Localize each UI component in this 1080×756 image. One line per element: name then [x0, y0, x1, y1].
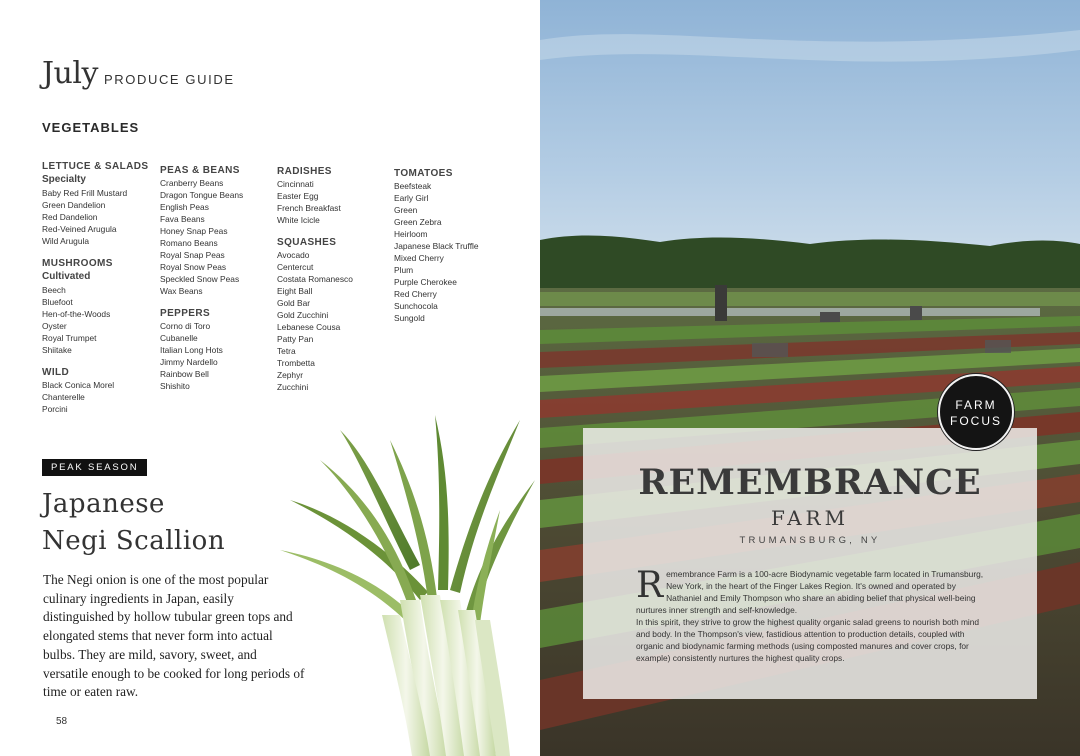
month-title: July: [42, 56, 98, 91]
produce-item: Wax Beans: [160, 286, 203, 296]
page-number: 58: [56, 716, 68, 727]
produce-item: Beech: [42, 285, 66, 295]
category-heading: PEPPERS: [160, 308, 211, 319]
produce-item: Bluefoot: [42, 297, 73, 307]
produce-item: Green Dandelion: [42, 200, 106, 210]
produce-item: English Peas: [160, 202, 209, 212]
produce-item: Mixed Cherry: [394, 253, 444, 263]
right-page: [540, 0, 1080, 756]
category-heading: SQUASHES: [277, 237, 337, 248]
feature-title-line-1: Japanese: [42, 489, 165, 519]
scallion-image: [270, 400, 540, 756]
category-heading: TOMATOES: [394, 168, 453, 179]
produce-item: Zephyr: [277, 370, 304, 380]
produce-column-1: [42, 160, 148, 415]
produce-item: Tetra: [277, 346, 296, 356]
produce-column-4: [394, 167, 479, 324]
badge-line-1: FARM: [955, 398, 997, 412]
produce-item: Lebanese Cousa: [277, 322, 341, 332]
farm-description-paragraph-1: emembrance Farm is a 100-acre Biodynamic vegetable farm located in Trumansburg, New York, in the heart of the Finger Lakes Region. It's owned and operated by Nathaniel and Emily Thompson who share an abiding belief that physical well-being nurtures inner strength and self-knowledge.: [636, 569, 984, 615]
spacer: [277, 226, 353, 236]
farm-description: [636, 565, 986, 664]
produce-item: Centercut: [277, 262, 314, 272]
guide-title: PRODUCE GUIDE: [104, 72, 235, 87]
produce-item: Sungold: [394, 313, 425, 323]
subcategory-heading: Specialty: [42, 174, 86, 185]
farm-name: REMEMBRANCE: [638, 462, 982, 503]
produce-item: Plum: [394, 265, 414, 275]
drop-cap: R: [636, 565, 664, 606]
farm-location: TRUMANSBURG, NY: [739, 535, 881, 546]
produce-item: Beefsteak: [394, 181, 432, 191]
produce-item: Dragon Tongue Beans: [160, 190, 244, 200]
produce-item: White Icicle: [277, 215, 320, 225]
produce-column-2: [160, 164, 243, 392]
produce-item: Fava Beans: [160, 214, 205, 224]
produce-item: Hen-of-the-Woods: [42, 309, 111, 319]
produce-item: Royal Snap Peas: [160, 250, 225, 260]
produce-item: Purple Cherokee: [394, 277, 457, 287]
produce-item: Corno di Toro: [160, 321, 211, 331]
category-heading: PEAS & BEANS: [160, 165, 240, 176]
produce-item: Jimmy Nardello: [160, 357, 218, 367]
produce-item: Early Girl: [394, 193, 429, 203]
produce-item: Eight Ball: [277, 286, 313, 296]
produce-item: Royal Snow Peas: [160, 262, 227, 272]
feature-title-line-2: Negi Scallion: [42, 526, 226, 556]
produce-item: Avocado: [277, 250, 310, 260]
produce-item: Green: [394, 205, 418, 215]
produce-item: Baby Red Frill Mustard: [42, 188, 128, 198]
produce-item: Cranberry Beans: [160, 178, 224, 188]
produce-item: Speckled Snow Peas: [160, 274, 240, 284]
feature-title: [42, 486, 225, 560]
produce-item: Sunchocola: [394, 301, 438, 311]
produce-item: Red Cherry: [394, 289, 437, 299]
produce-item: Romano Beans: [160, 238, 218, 248]
produce-item: Italian Long Hots: [160, 345, 223, 355]
subcategory-heading: Cultivated: [42, 271, 91, 282]
produce-item: Trombetta: [277, 358, 315, 368]
spacer: [160, 297, 243, 307]
produce-item: Cincinnati: [277, 179, 314, 189]
produce-item: Cubanelle: [160, 333, 198, 343]
produce-item: Japanese Black Truffle: [394, 241, 479, 251]
produce-item: Honey Snap Peas: [160, 226, 228, 236]
produce-item: Shishito: [160, 381, 190, 391]
produce-item: Porcini: [42, 404, 68, 414]
produce-item: Shiitake: [42, 345, 72, 355]
peak-season-badge: PEAK SEASON: [42, 459, 147, 476]
produce-item: Costata Romanesco: [277, 274, 353, 284]
spacer: [42, 356, 148, 366]
produce-item: Red-Veined Arugula: [42, 224, 117, 234]
produce-item: Easter Egg: [277, 191, 319, 201]
feature-body: The Negi onion is one of the most popular culinary ingredients in Japan, easily distinguished by hollow tubular green tops and elongated stems that never form into actual bulbs. They are mild, savory, sweet, and versatile enough to be cooked for long periods of time or eaten raw.: [43, 572, 305, 700]
produce-item: Black Conica Morel: [42, 380, 115, 390]
produce-item: Heirloom: [394, 229, 428, 239]
farm-focus-badge: [938, 374, 1014, 450]
farm-word: FARM: [770, 506, 850, 530]
produce-item: Royal Trumpet: [42, 333, 97, 343]
produce-item: Zucchini: [277, 382, 309, 392]
category-heading: RADISHES: [277, 166, 332, 177]
category-heading: LETTUCE & SALADS: [42, 161, 149, 172]
spacer: [42, 247, 148, 257]
produce-item: Oyster: [42, 321, 67, 331]
produce-item: Green Zebra: [394, 217, 442, 227]
produce-item: Chanterelle: [42, 392, 85, 402]
produce-item: French Breakfast: [277, 203, 341, 213]
produce-item: Rainbow Bell: [160, 369, 209, 379]
produce-column-3: [277, 165, 353, 393]
produce-item: Gold Zucchini: [277, 310, 329, 320]
farm-description-paragraph-2: In this spirit, they strive to grow the highest quality organic salad greens to nourish both mind and body. In the Thompson's view, fastidious attention to production details, coupled with organic and biodynamic farming methods (using composted manures and cover crops, for example) consistently nurtures the highest quality crops.: [636, 617, 980, 663]
produce-item: Gold Bar: [277, 298, 311, 308]
produce-item: Red Dandelion: [42, 212, 98, 222]
produce-item: Wild Arugula: [42, 236, 90, 246]
vegetables-heading: VEGETABLES: [42, 120, 140, 135]
badge-line-2: FOCUS: [950, 414, 1002, 428]
category-heading: MUSHROOMS: [42, 258, 113, 269]
category-heading: WILD: [42, 367, 70, 378]
produce-item: Patty Pan: [277, 334, 314, 344]
